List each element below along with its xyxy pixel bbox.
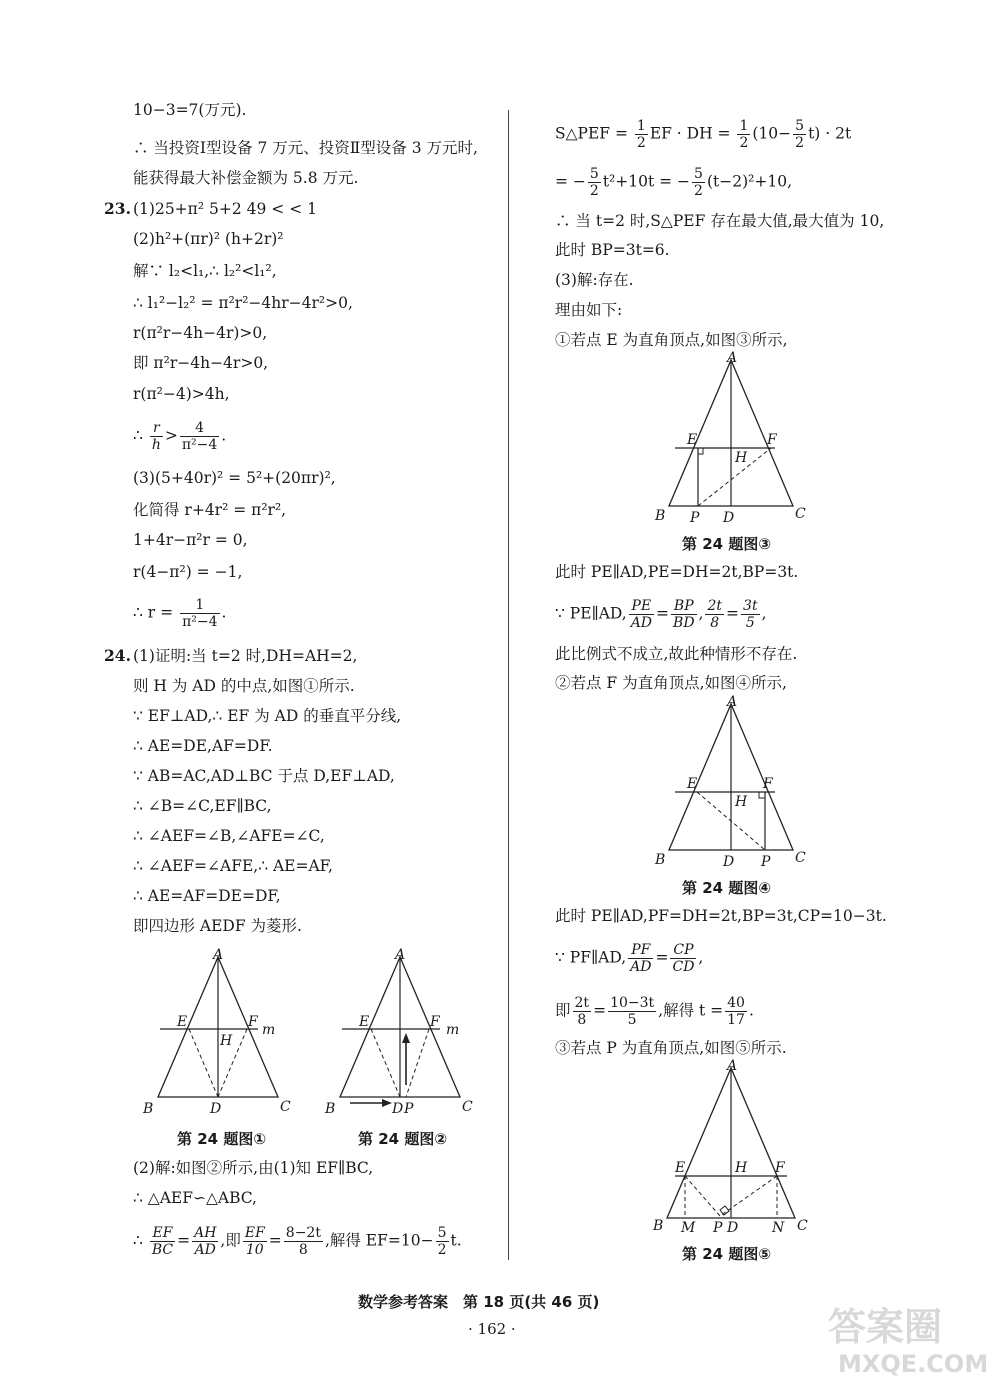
formula-line: = − $\frac{5}{2}$ t²+10t = − $\frac{5}{2}$ (t−2)²+10, [555, 166, 792, 199]
label-c: C [280, 1099, 291, 1115]
text-line: ∴ AE=AF=DE=DF, [133, 887, 281, 905]
figure-caption: 第 24 题图① [177, 1130, 267, 1148]
label-e: E [359, 1014, 370, 1030]
label-f: F [248, 1014, 258, 1030]
text-line: ∴ ∠B=∠C,EF∥BC, [133, 797, 272, 815]
fraction: $\frac{r}{h}$ [151, 420, 161, 453]
label-a: A [727, 694, 738, 710]
text-line: ∵ AB=AC,AD⊥BC 于点 D,EF⊥AD, [133, 767, 395, 785]
figure-caption: 第 24 题图④ [682, 879, 772, 897]
label-m: m [262, 1022, 276, 1038]
label-c: C [795, 850, 806, 866]
label-h: H [220, 1033, 233, 1049]
figure-4 [645, 692, 815, 872]
text-line: (3)解:存在. [555, 271, 634, 289]
figure-caption: 第 24 题图⑤ [682, 1245, 772, 1263]
label-h: H [735, 794, 748, 810]
text-line: ①若点 E 为直角顶点,如图③所示, [555, 331, 788, 349]
text-line: ∴ ∠AEF=∠B,∠AFE=∠C, [133, 827, 325, 845]
label-h: H [735, 1160, 748, 1176]
formula-line: ∴ r = $\frac{1}{\text{π²−4}}$ . [133, 597, 227, 630]
text-line: 此时 PE∥AD,PF=DH=2t,BP=3t,CP=10−3t. [555, 907, 887, 925]
formula-line: ∵ PE∥AD, $\frac{PE}{AD}$ = $\frac{BP}{BD}$ , $\frac{2t}{8}$ = $\frac{3t}{5}$ , [555, 598, 767, 631]
label-d: D [723, 854, 735, 870]
label-p: P [713, 1220, 723, 1236]
watermark-logo: 答案圈 [828, 1305, 943, 1349]
text-line: 此比例式不成立,故此种情形不存在. [555, 645, 798, 663]
formula-line: ∵ PF∥AD, $\frac{PF}{AD}$ = $\frac{CP}{CD}$ , [555, 942, 704, 975]
watermark-site: MXQE.COM [838, 1350, 989, 1378]
text-line: 即 π²r−4h−4r>0, [133, 354, 269, 372]
text-line: ∴ AE=DE,AF=DF. [133, 737, 273, 755]
label-p: P [404, 1101, 414, 1117]
label-e: E [177, 1014, 188, 1030]
text-line: ∴ l₁²−l₂² = π²r²−4hr−4r²>0, [133, 294, 353, 312]
text-line: 即四边形 AEDF 为菱形. [133, 917, 302, 935]
figure-caption: 第 24 题图② [358, 1130, 448, 1148]
text-line: 此时 PE∥AD,PE=DH=2t,BP=3t. [555, 563, 799, 581]
text-line: 此时 BP=3t=6. [555, 241, 670, 259]
text-line: (2)h²+(πr)² (h+2r)² [133, 230, 284, 248]
figure-caption: 第 24 题图③ [682, 535, 772, 553]
fraction: $\frac{4}{\text{π²−4}}$ [181, 420, 218, 453]
label-p: P [761, 854, 771, 870]
text-line: r(π²r−4h−4r)>0, [133, 324, 268, 342]
label-b: B [325, 1101, 336, 1117]
label-e: E [675, 1160, 686, 1176]
label-d: D [392, 1101, 404, 1117]
label-b: B [653, 1218, 664, 1234]
page-number: · 162 · [468, 1320, 516, 1338]
label-d: D [210, 1101, 222, 1117]
label-f: F [775, 1160, 785, 1176]
label-m-point: M [681, 1220, 696, 1236]
label-n: N [772, 1220, 785, 1236]
text-line: ③若点 P 为直角顶点,如图⑤所示. [555, 1039, 787, 1057]
label-f: F [763, 776, 773, 792]
label-b: B [655, 852, 666, 868]
text-line: ②若点 F 为直角顶点,如图④所示, [555, 674, 787, 692]
label-c: C [795, 506, 806, 522]
fraction: $\frac{1}{\text{π²−4}}$ [182, 597, 218, 630]
formula-line: S△PEF = $\frac{1}{2}$ EF · DH = $\frac{1}{2}$ (10− $\frac{5}{2}$ t) · 2t [555, 118, 852, 151]
label-b: B [143, 1101, 154, 1117]
text-line: 能获得最大补偿金额为 5.8 万元. [133, 169, 359, 187]
label-a: A [727, 350, 738, 366]
text-line: (2)解:如图②所示,由(1)知 EF∥BC, [133, 1159, 374, 1177]
figure-1 [140, 945, 300, 1120]
footer-title: 数学参考答案 第 18 页(共 46 页) [358, 1293, 600, 1311]
text-line: (3)(5+40r)² = 5²+(20πr)², [133, 469, 336, 487]
text-line: 1+4r−π²r = 0, [133, 531, 248, 549]
label-h: H [735, 450, 748, 466]
label-d: D [723, 510, 735, 526]
question-number: 24. [104, 646, 131, 665]
text-line: 解∵ l₂<l₁,∴ l₂²<l₁², [133, 262, 277, 280]
formula-line: ∴ $\frac{r}{h}$ > $\frac{4}{\text{π²−4}}$ . [133, 420, 227, 453]
text-line: 理由如下: [555, 301, 623, 319]
label-c: C [462, 1099, 473, 1115]
label-f: F [767, 432, 777, 448]
column-divider [508, 110, 509, 1260]
label-e: E [687, 432, 698, 448]
label-f: F [430, 1014, 440, 1030]
text-line: 则 H 为 AD 的中点,如图①所示. [133, 677, 355, 695]
text-line: r(4−π²) = −1, [133, 563, 243, 581]
text-line: ∴ ∠AEF=∠AFE,∴ AE=AF, [133, 857, 333, 875]
text-line: (1)证明:当 t=2 时,DH=AH=2, [133, 647, 358, 665]
text-line: ∴ △AEF∽△ABC, [133, 1189, 257, 1207]
text-line: (1)25+π² 5+2 49 < < 1 [133, 200, 317, 218]
formula-line: ∴ $\frac{EF}{BC}$ = $\frac{AH}{AD}$ ,即 $\frac{EF}{10}$ = $\frac{8-2t}{8}$ ,解得 EF=10− $\frac{5}{2}$ t. [133, 1225, 462, 1258]
label-b: B [655, 508, 666, 524]
figure-5 [645, 1058, 815, 1238]
figure-2 [322, 945, 482, 1120]
label-a: A [727, 1058, 738, 1074]
label-d: D [727, 1220, 739, 1236]
figure-3 [645, 348, 815, 528]
label-a: A [395, 947, 406, 963]
text-line: ∴ 当投资Ⅰ型设备 7 万元、投资Ⅱ型设备 3 万元时, [133, 139, 478, 157]
label-c: C [797, 1218, 808, 1234]
label-p: P [690, 510, 700, 526]
label-e: E [687, 776, 698, 792]
question-number: 23. [104, 199, 131, 218]
text-line: ∵ EF⊥AD,∴ EF 为 AD 的垂直平分线, [133, 707, 402, 725]
text-line: 10−3=7(万元). [133, 101, 247, 119]
text-line: r(π²−4)>4h, [133, 385, 230, 403]
text-line: ∴ 当 t=2 时,S△PEF 存在最大值,最大值为 10, [555, 212, 885, 230]
formula-line: 即 $\frac{2t}{8}$ = $\frac{10-3t}{5}$ ,解得 t = $\frac{40}{17}$ . [555, 995, 754, 1028]
label-m: m [446, 1022, 460, 1038]
label-a: A [213, 947, 224, 963]
text-line: 化简得 r+4r² = π²r², [133, 501, 287, 519]
